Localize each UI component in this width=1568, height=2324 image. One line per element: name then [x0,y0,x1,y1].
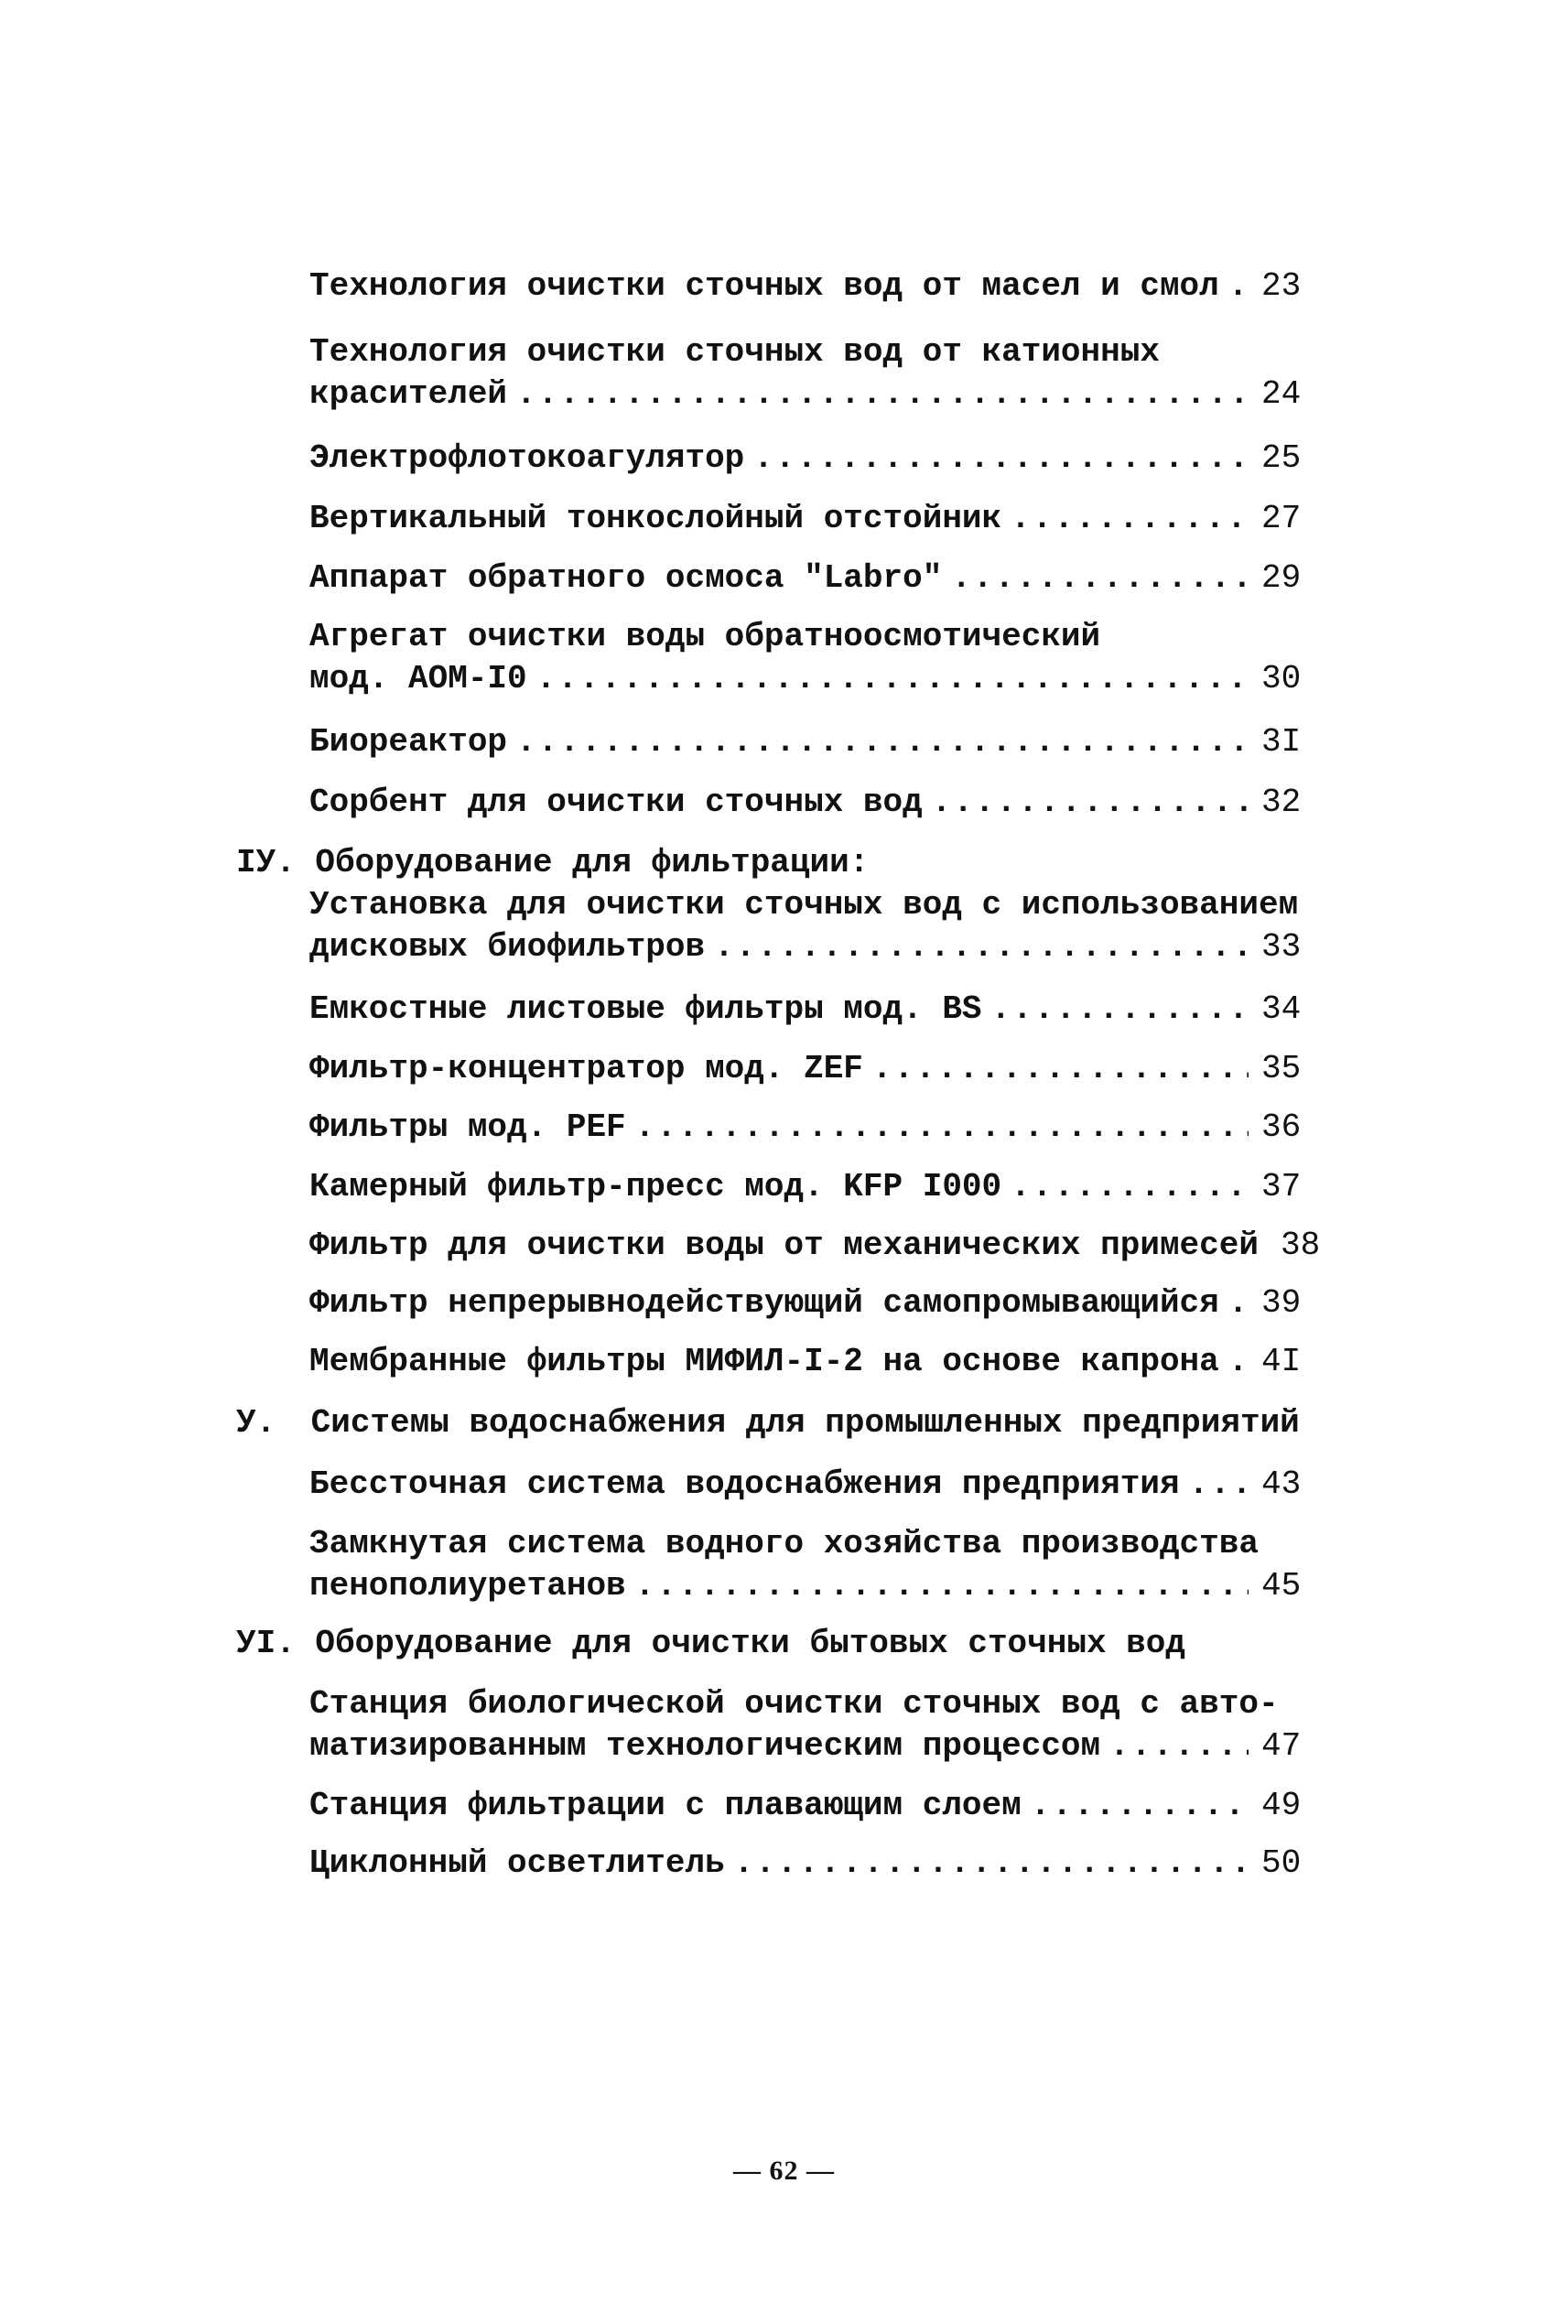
section-title: Оборудование для фильтрации: [315,844,870,881]
toc-page-number: 43 [1261,1465,1302,1503]
toc-entry-title: Емкостные листовые фильтры мод. BS [309,990,982,1028]
dot-leader [635,1565,1249,1607]
page-number: — 62 — [733,2156,835,2186]
toc-entry [309,1464,1316,1506]
toc-entry [309,557,1316,600]
toc-entry-title: Камерный фильтр-пресс мод. KFP I000 [309,1168,1002,1205]
toc-page-number: 25 [1261,439,1302,477]
toc-page-number: 29 [1261,559,1302,597]
toc-page-number: 49 [1261,1787,1302,1824]
toc-entry-title: Мембранные фильтры МИФИЛ-I-2 на основе капрона [309,1343,1219,1380]
toc-entry [309,1785,1316,1827]
toc-page-number: 24 [1261,375,1302,413]
dot-leader [516,373,1249,416]
toc-entry [309,989,1316,1031]
dot-leader [753,438,1249,480]
toc-entry-title: Технология очистки сточных вод от масел и смол [309,267,1219,305]
dot-leader [516,721,1249,763]
section-heading [236,1623,1185,1665]
toc-entry [309,265,1316,308]
toc-entry [309,616,1316,700]
toc-entry [309,438,1316,480]
toc-entry [309,1225,1321,1267]
dot-leader [1031,1785,1249,1827]
toc-entry [309,1282,1316,1324]
section-number: УI. [236,1625,296,1662]
dot-leader [932,782,1249,824]
toc-entry-title: мод. АОМ-I0 [309,660,527,697]
toc-entry-title: Биореактор [309,723,508,761]
dot-leader [1228,1341,1249,1383]
toc-page-number: 32 [1261,784,1302,821]
toc-page-number: 27 [1261,500,1302,537]
toc-entry-title: Станция фильтрации с плавающим слоем [309,1787,1022,1824]
toc-entry-title: Фильтр-концентратор мод. ZEF [309,1050,863,1087]
toc-entry [309,1683,1316,1767]
dot-leader [536,658,1249,700]
toc-entry-title: Циклонный осветлитель [309,1844,725,1882]
toc-page-number: 34 [1261,990,1302,1028]
toc-entry-title-line1: Станция биологической очистки сточных вод с авто- [309,1685,1279,1723]
toc-entry-title: красителей [309,375,508,413]
toc-page-number: 33 [1261,928,1302,966]
toc-entry [309,1843,1316,1885]
dot-leader [714,926,1249,968]
toc-page-number: 45 [1261,1567,1302,1605]
toc-entry-title: Фильтры мод. PEF [309,1108,626,1146]
toc-entry [309,1523,1316,1607]
toc-entry-title: Фильтр непрерывнодействующий самопромывающийся [309,1284,1219,1322]
toc-entry-title-line1: Замкнутая система водного хозяйства производства [309,1525,1259,1562]
toc-page-number: 4I [1261,1343,1302,1380]
dot-leader [1109,1725,1249,1767]
toc-entry-title: дисковых биофильтров [309,928,706,966]
toc-entry [309,1107,1316,1149]
toc-page-number: 35 [1261,1050,1302,1087]
dot-leader [951,557,1249,600]
toc-page-number: 30 [1261,660,1302,697]
toc-entry [309,498,1316,540]
toc-entry-title: Фильтр для очистки воды от механических примесей [309,1227,1259,1264]
dot-leader [635,1107,1249,1149]
toc-entry [309,331,1316,416]
section-title: Оборудование для очистки бытовых сточных вод [315,1625,1185,1662]
toc-page-number: 23 [1261,267,1302,305]
toc-entry [309,1341,1316,1383]
toc-entry [309,884,1316,968]
toc-page-number: 38 [1280,1227,1321,1264]
toc-page-number: 36 [1261,1108,1302,1146]
dot-leader [1011,498,1249,540]
toc-entry-title: пенополиуретанов [309,1567,626,1605]
section-heading [236,1402,1300,1444]
toc-entry [309,721,1316,763]
section-title: Системы водоснабжения для промышленных предприятий [310,1404,1300,1442]
toc-entry-title: Сорбент для очистки сточных вод [309,784,923,821]
toc-entry-title-line1: Установка для очистки сточных вод с использованием [309,886,1299,924]
toc-page-number: 37 [1261,1168,1302,1205]
dot-leader [1189,1464,1249,1506]
toc-entry-title: Аппарат обратного осмоса "Labro" [309,559,943,597]
dot-leader [734,1843,1249,1885]
section-number: IУ. [236,844,296,881]
toc-entry-title: Бессточная система водоснабжения предприятия [309,1465,1180,1503]
toc-entry-title: Вертикальный тонкослойный отстойник [309,500,1002,537]
toc-page-number: 39 [1261,1284,1302,1322]
section-number: У. [236,1404,276,1442]
dot-leader [991,989,1249,1031]
toc-page-number: 3I [1261,723,1302,761]
dot-leader [872,1048,1249,1090]
toc-entry [309,1166,1316,1208]
toc-entry-title: Электрофлотокоагулятор [309,439,745,477]
toc-page-number: 47 [1261,1727,1302,1765]
toc-page-number: 50 [1261,1844,1302,1882]
dot-leader [1228,1282,1249,1324]
toc-entry [309,1048,1316,1090]
dot-leader [1011,1166,1249,1208]
section-heading [236,842,869,884]
toc-entry-title-line1: Технология очистки сточных вод от катионных [309,333,1160,371]
toc-entry [309,782,1316,824]
toc-entry-title: матизированным технологическим процессом [309,1727,1101,1765]
toc-entry-title-line1: Агрегат очистки воды обратноосмотический [309,618,1101,655]
dot-leader [1228,265,1249,308]
